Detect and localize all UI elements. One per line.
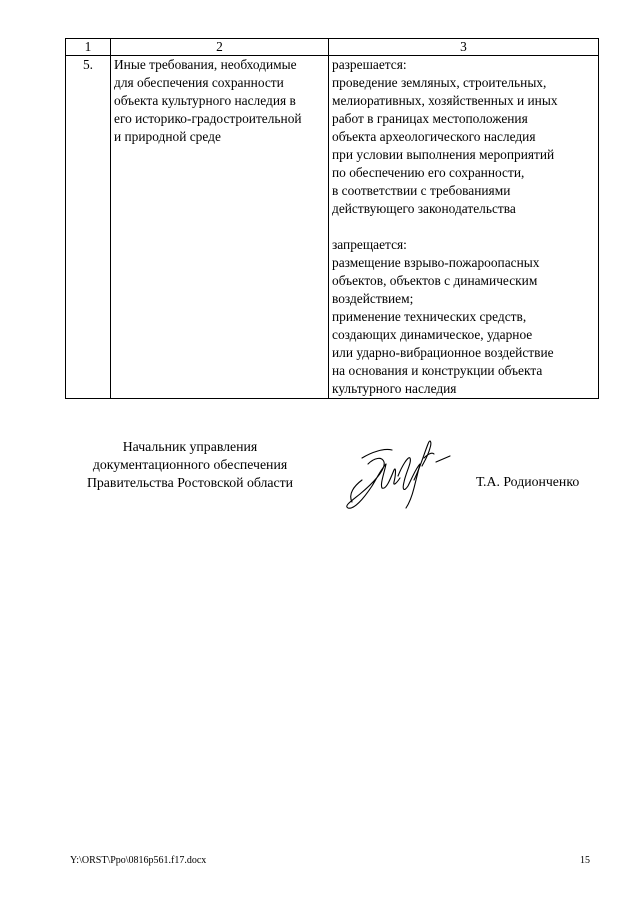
prohibited-line: запрещается: <box>332 237 407 252</box>
prohibited-line: размещение взрыво-пожароопасных <box>332 255 540 270</box>
prohibited-line: воздействием; <box>332 291 414 306</box>
allowed-line: при условии выполнения мероприятий <box>332 147 555 162</box>
signatory-position <box>70 438 310 492</box>
requirement-line: объекта культурного наследия в <box>114 93 296 108</box>
prohibited-line: культурного наследия <box>332 381 457 396</box>
allowed-line: действующего законодательства <box>332 201 516 216</box>
footer-page-number: 15 <box>580 855 590 866</box>
allowed-line: объекта археологического наследия <box>332 129 536 144</box>
requirements-table <box>65 38 599 399</box>
allowed-line: по обеспечению его сохранности, <box>332 165 525 180</box>
header-cell-3: 3 <box>329 39 599 56</box>
requirement-line: и природной среде <box>114 129 221 144</box>
table-header-row <box>66 39 599 56</box>
footer-file-path: Y:\ORST\Ppo\0816p561.f17.docx <box>70 855 207 866</box>
row-number-cell <box>66 56 111 399</box>
table-row <box>66 56 599 399</box>
row-number: 5. <box>82 57 94 72</box>
regulation-cell <box>329 56 599 399</box>
allowed-line: в соответствии с требованиями <box>332 183 511 198</box>
position-line: Правительства Ростовской области <box>86 475 294 490</box>
paragraph-gap <box>332 218 595 236</box>
position-line: документационного обеспечения <box>92 457 288 472</box>
allowed-line: проведение земляных, строительных, <box>332 75 547 90</box>
prohibited-line: на основания и конструкции объекта <box>332 363 543 378</box>
prohibited-line: или ударно-вибрационное воздействие <box>332 345 554 360</box>
position-line: Начальник управления <box>122 439 258 454</box>
requirement-line: для обеспечения сохранности <box>114 75 284 90</box>
prohibited-line: создающих динамическое, ударное <box>332 327 533 342</box>
allowed-line: мелиоративных, хозяйственных и иных <box>332 93 558 108</box>
allowed-line: разрешается: <box>332 57 407 72</box>
requirement-cell <box>111 56 329 399</box>
header-cell-2: 2 <box>111 39 329 56</box>
requirement-line: Иные требования, необходимые <box>114 57 297 72</box>
prohibited-line: применение технических средств, <box>332 309 527 324</box>
prohibited-line: объектов, объектов с динамическим <box>332 273 538 288</box>
header-cell-1: 1 <box>66 39 111 56</box>
allowed-line: работ в границах местоположения <box>332 111 528 126</box>
requirement-line: его историко-градостроительной <box>114 111 302 126</box>
handwritten-signature <box>338 428 458 516</box>
signatory-name: Т.А. Родионченко <box>476 474 580 489</box>
